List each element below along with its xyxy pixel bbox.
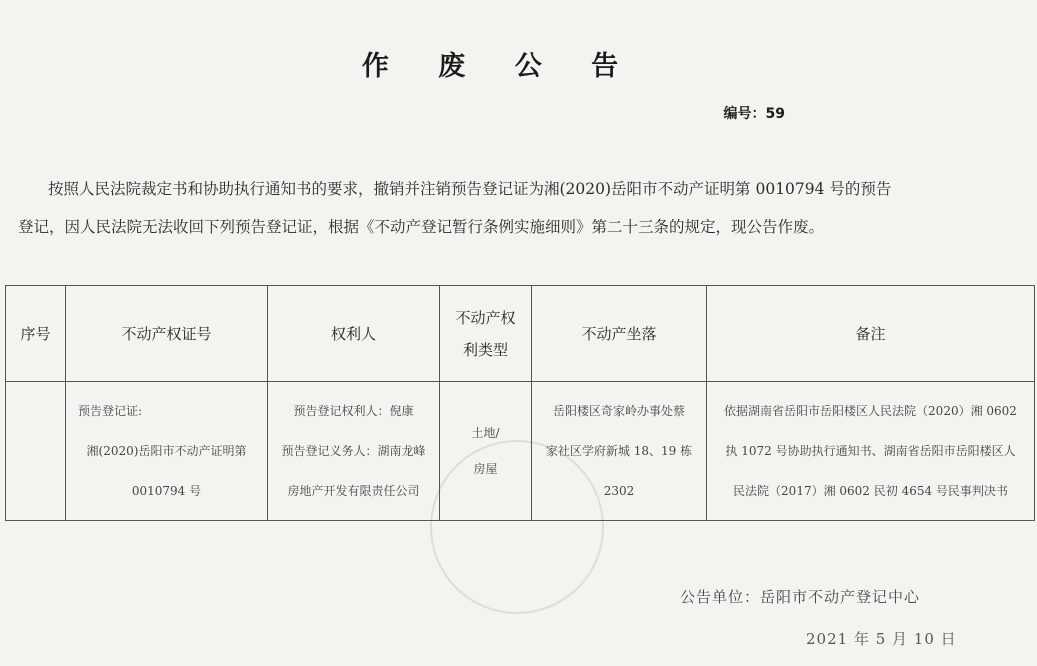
holder-line-2: 预告登记义务人：湖南龙峰 <box>281 444 426 458</box>
page-title: 作 废 公 告 <box>361 51 639 82</box>
cell-seq <box>6 382 66 521</box>
header-remarks: 备注 <box>707 286 1035 382</box>
cell-cert-no <box>66 382 268 521</box>
holder-line-1: 预告登记权利人：倪康 <box>293 404 414 418</box>
cell-remarks <box>707 382 1035 521</box>
header-location: 不动产坐落 <box>532 286 707 382</box>
header-cert-no: 不动产权证号 <box>66 286 268 382</box>
paragraph-line-1: 按照人民法院裁定书和协助执行通知书的要求，撤销并注销预告登记证为湘(2020)岳阳市不动产证明第 0010794 号的预告 <box>48 180 892 198</box>
cert-line-2: 湘(2020)岳阳市不动产证明第 <box>86 444 247 458</box>
issue-date: 2021 年 5 月 10 日 <box>806 630 957 648</box>
location-line-1: 岳阳楼区奇家岭办事处蔡 <box>552 404 685 418</box>
cell-holder <box>268 382 440 521</box>
issuing-unit: 公告单位：岳阳市不动产登记中心 <box>680 588 921 606</box>
cert-line-1: 预告登记证: <box>78 404 143 418</box>
remarks-line-1: 依据湖南省岳阳市岳阳楼区人民法院（2020）湘 0602 <box>724 404 1017 418</box>
cert-line-3: 0010794 号 <box>131 484 202 498</box>
paragraph-line-2: 登记，因人民法院无法收回下列预告登记证，根据《不动产登记暂行条例实施细则》第二十三条的规定，现公告作废。 <box>18 218 825 236</box>
location-line-3: 2302 <box>603 484 635 498</box>
table-row <box>6 382 1035 521</box>
notice-paragraph <box>18 170 978 246</box>
header-seq: 序号 <box>6 286 66 382</box>
void-certificate-table <box>5 285 1035 521</box>
document-number: 编号：59 <box>723 106 785 122</box>
cell-location <box>532 382 707 521</box>
remarks-line-2: 执 1072 号协助执行通知书、湖南省岳阳市岳阳楼区人 <box>725 444 1016 458</box>
header-holder: 权利人 <box>268 286 440 382</box>
table-header-row <box>6 286 1035 382</box>
cell-right-type <box>440 382 532 521</box>
header-right-type <box>440 286 532 382</box>
remarks-line-3: 民法院（2017）湘 0602 民初 4654 号民事判决书 <box>733 484 1008 498</box>
type-line-2: 房屋 <box>473 462 498 476</box>
location-line-2: 家社区学府新城 18、19 栋 <box>545 444 693 458</box>
header-type-line-1: 不动产权 <box>455 308 516 327</box>
holder-line-3: 房地产开发有限责任公司 <box>287 484 420 498</box>
header-type-line-2: 利类型 <box>462 340 508 359</box>
type-line-1: 土地/ <box>471 426 500 440</box>
